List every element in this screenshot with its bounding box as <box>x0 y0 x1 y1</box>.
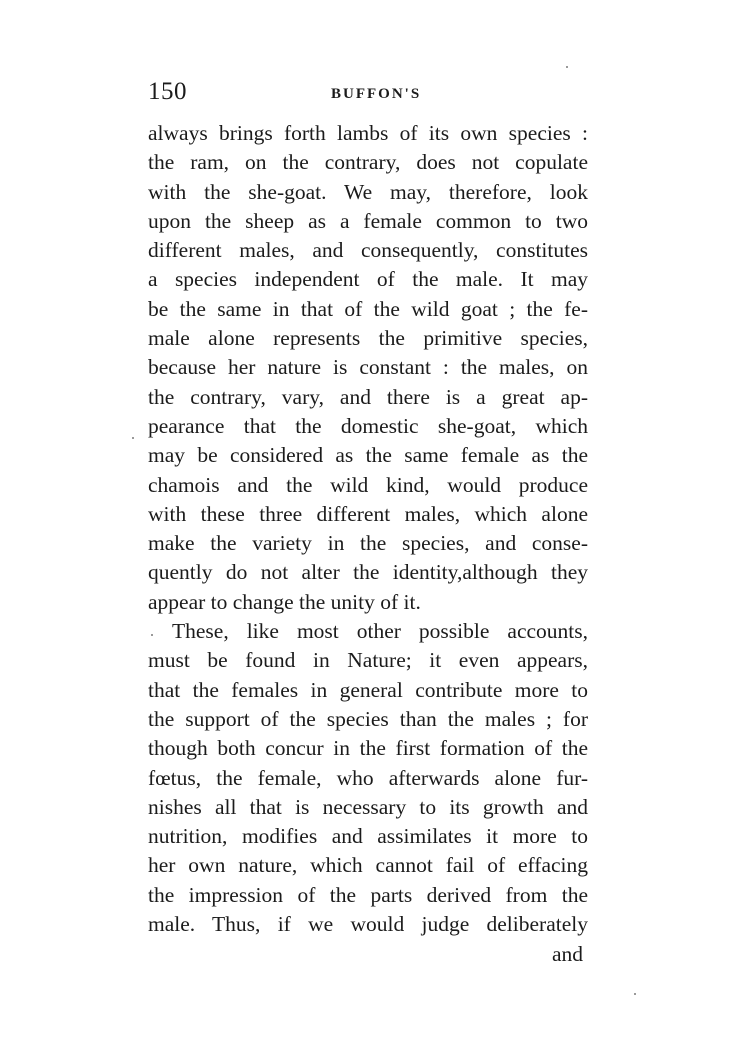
text-line: always brings forth lambs of its own species : <box>148 121 588 145</box>
scan-speck <box>634 993 636 995</box>
text-line: male. Thus, if we would judge deliberately <box>148 912 588 937</box>
page-header <box>148 78 588 112</box>
text-line: male alone represents the primitive species, <box>148 326 588 351</box>
text-line: be the same in that of the wild goat ; the fe- <box>148 296 588 321</box>
text-line: her own nature, which cannot fail of effacing <box>148 853 588 878</box>
text-line: make the variety in the species, and conse- <box>148 531 588 556</box>
text-line: different males, and consequently, constitutes <box>148 238 588 263</box>
catchword: and <box>552 942 584 966</box>
text-line: the ram, on the contrary, does not copulate <box>148 150 588 175</box>
text-line: These, like most other possible accounts, <box>172 619 588 644</box>
scan-speck <box>151 634 153 636</box>
text-line: with these three different males, which alone <box>148 501 588 526</box>
text-line: though both concur in the first formation of the <box>148 736 588 761</box>
text-line: nishes all that is necessary to its growth and <box>148 794 588 819</box>
page-number: 150 <box>148 78 187 105</box>
text-line: may be considered as the same female as the <box>148 443 588 468</box>
text-line: appear to change the unity of it. <box>148 589 421 614</box>
text-line: upon the sheep as a female common to two <box>148 208 588 233</box>
text-line: the contrary, vary, and there is a great ap- <box>148 384 588 409</box>
text-line: a species independent of the male. It may <box>148 267 588 292</box>
text-line: nutrition, modifies and assimilates it more to <box>148 824 588 849</box>
text-line: pearance that the domestic she-goat, which <box>148 413 588 438</box>
text-line: fœtus, the female, who afterwards alone fur- <box>148 765 588 790</box>
scan-speck <box>566 66 568 68</box>
running-head: BUFFON'S <box>331 86 422 102</box>
text-line: quently do not alter the identity,although they <box>148 560 588 585</box>
scan-speck <box>132 437 134 439</box>
text-line: the support of the species than the males ; for <box>148 706 588 731</box>
text-line: because her nature is constant : the males, on <box>148 355 588 380</box>
text-line: must be found in Nature; it even appears, <box>148 648 588 673</box>
text-line: chamois and the wild kind, would produce <box>148 472 588 497</box>
body-text <box>148 119 588 939</box>
text-line: with the she-goat. We may, therefore, look <box>148 179 588 204</box>
text-line: that the females in general contribute more to <box>148 677 588 702</box>
text-line: the impression of the parts derived from the <box>148 882 588 907</box>
